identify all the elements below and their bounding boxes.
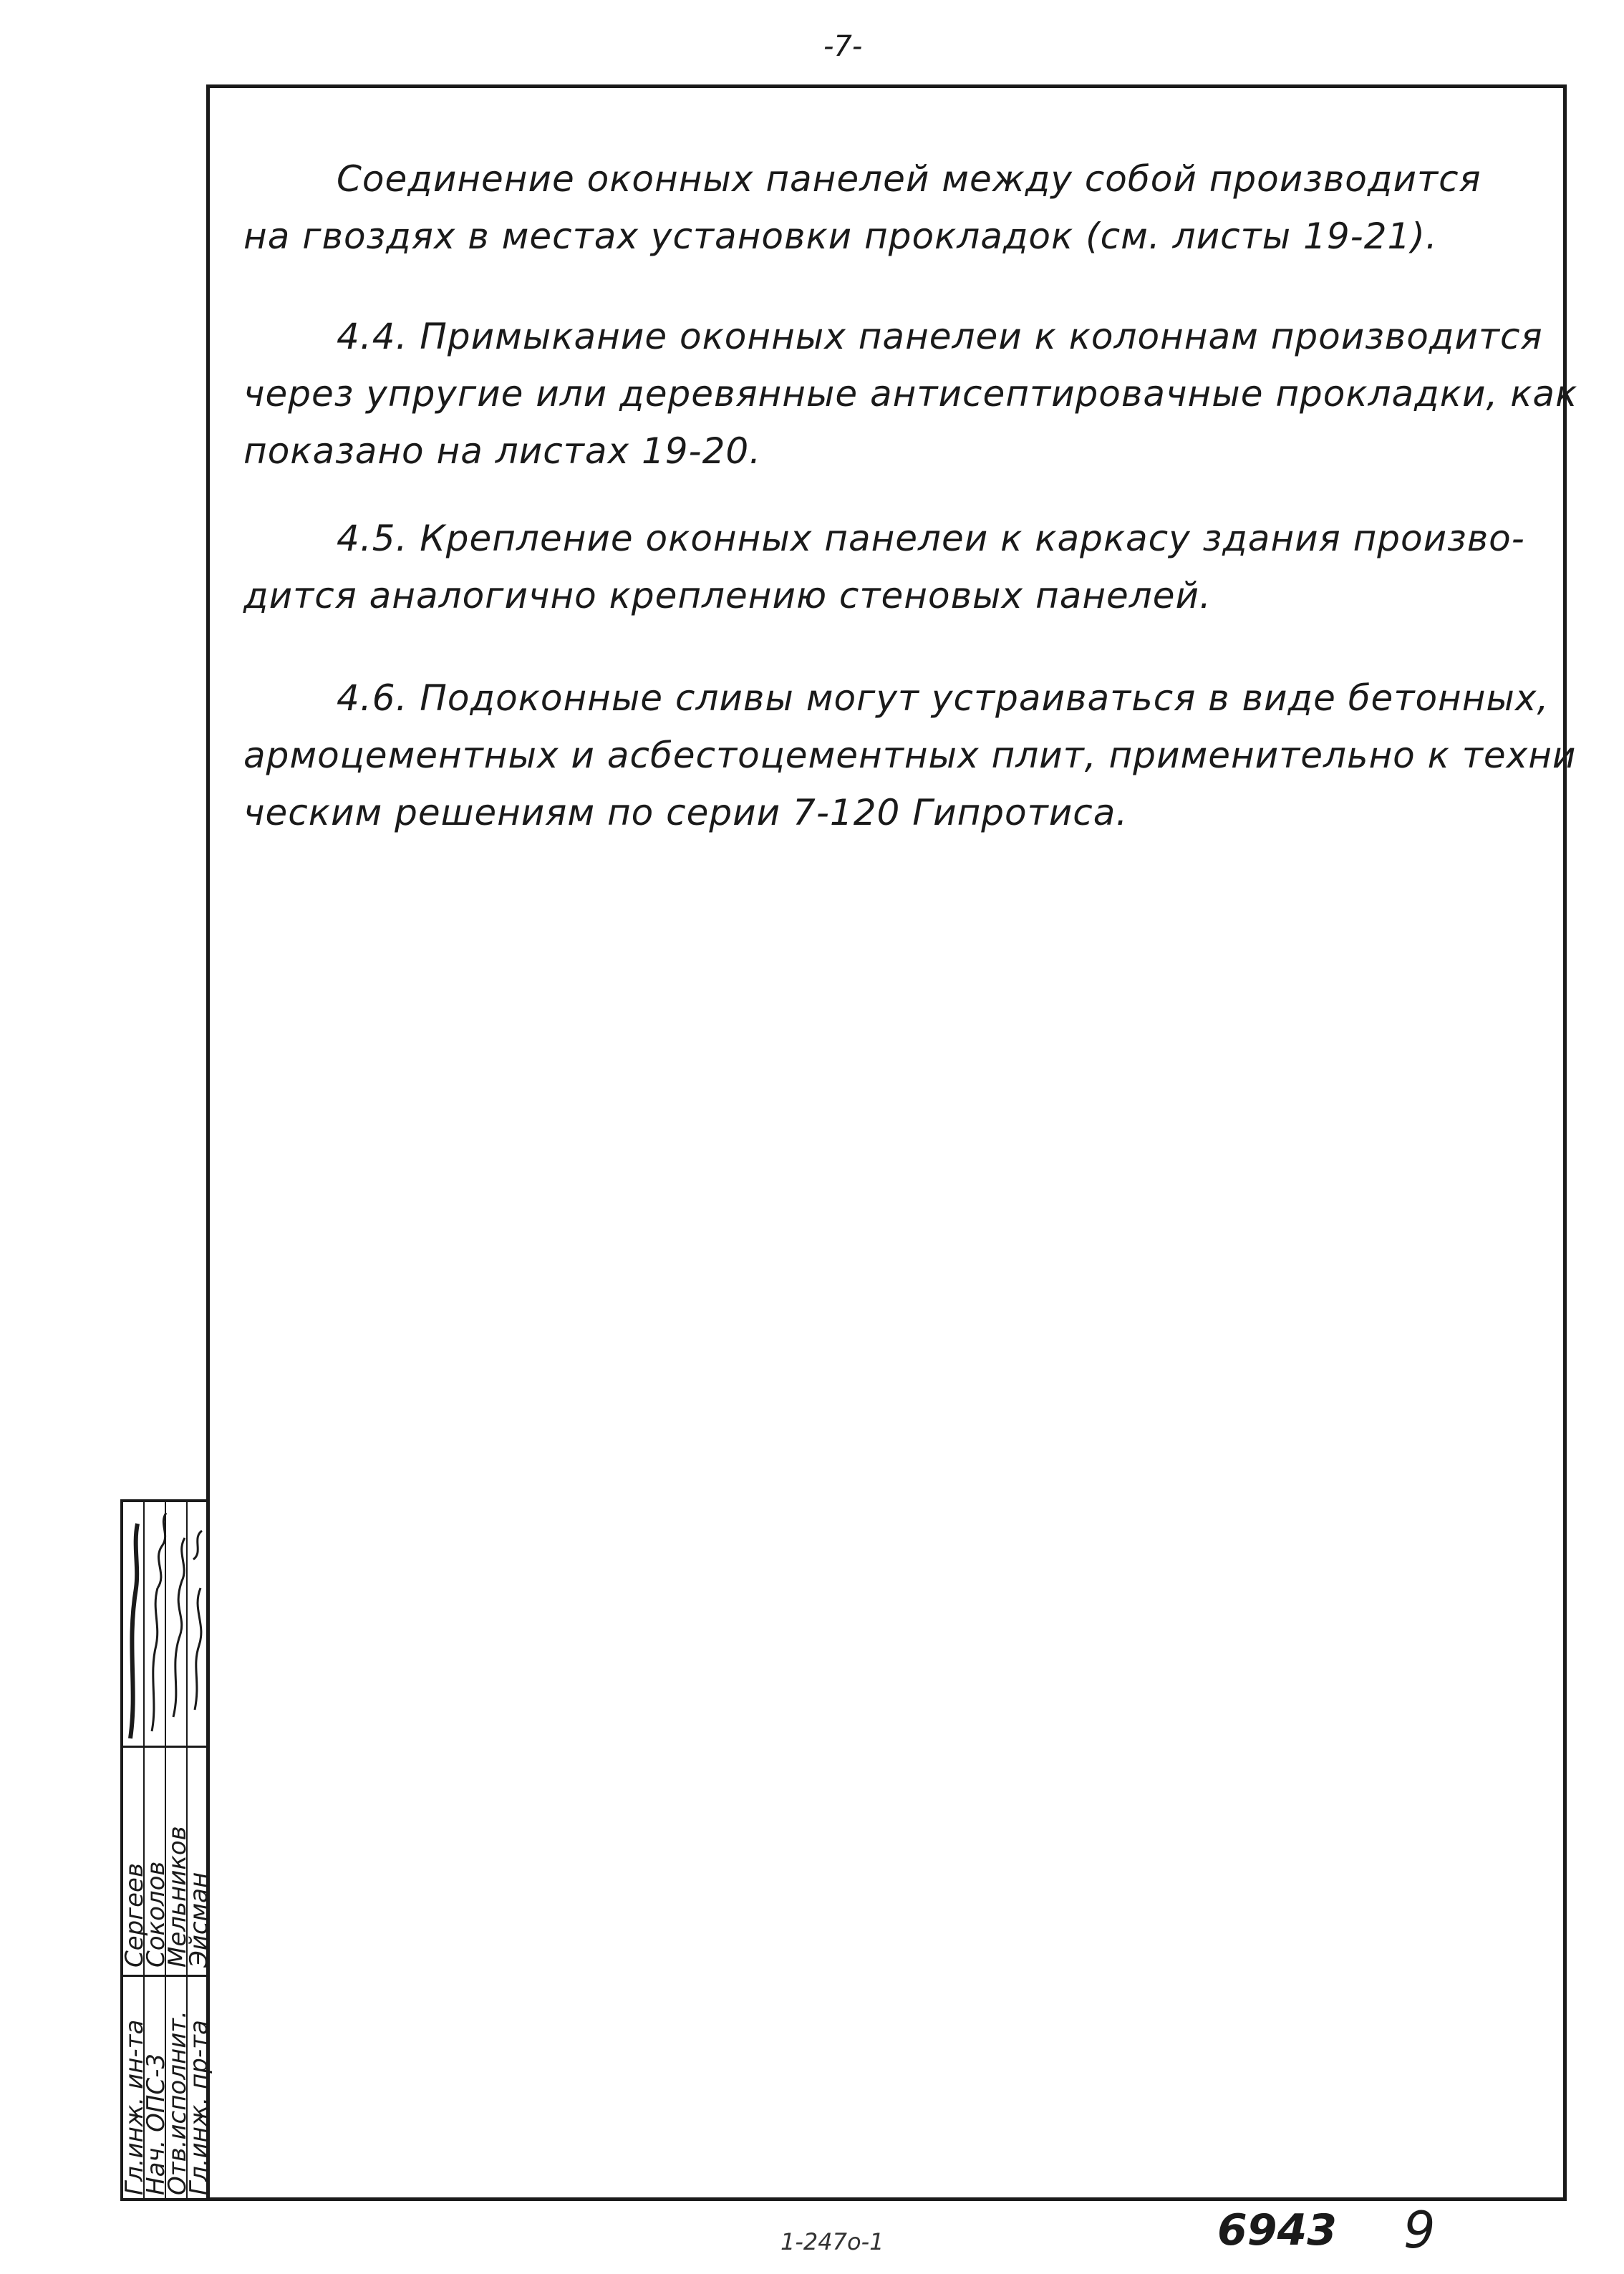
sheet-number: 9 <box>1403 2201 1436 2260</box>
paragraph-line: через упругие или деревянные антисептировачные прокладки, как <box>243 373 1578 415</box>
paragraph-1 <box>243 150 1518 265</box>
stamp-name: Эйсман <box>185 1872 213 1968</box>
page-number: -7- <box>823 30 863 63</box>
stamp-name: Мельников <box>163 1826 192 1968</box>
stamp-position: Гл.инж. ин-та <box>120 2019 149 2195</box>
paragraph-4-5 <box>243 510 1525 624</box>
stamp-divider <box>123 1746 207 1748</box>
paragraph-line: показано на листах 19-20. <box>243 430 762 472</box>
document-code: 1-247о-1 <box>780 2228 884 2255</box>
paragraph-4-4 <box>243 308 1578 480</box>
stamp-position: Отв.исполнит. <box>163 2011 192 2195</box>
paragraph-line: армоцементных и асбестоцементных плит, применительно к техни <box>243 735 1577 776</box>
paragraph-line: ческим решениям по серии 7-120 Гипротиса. <box>243 792 1128 833</box>
stamp-divider <box>123 1975 207 1977</box>
paragraph-line: 4.5. Крепление оконных панелеи к каркасу здания произво- <box>337 518 1525 559</box>
paragraph-line: на гвоздях в местах установки прокладок (см. листы 19-21). <box>243 216 1438 257</box>
paragraph-line: 4.4. Примыкание оконных панелеи к колоннам производится <box>337 316 1543 357</box>
paragraph-4-6 <box>243 669 1577 841</box>
paragraph-line: дится аналогично креплению стеновых панелей. <box>243 575 1212 616</box>
stamp-position: Гл.инж. пр-та <box>185 2020 213 2195</box>
paragraph-line: 4.6. Подоконные сливы могут устраиваться в виде бетонных, <box>337 677 1550 719</box>
signatures-image <box>123 1502 213 1746</box>
stamp-position: Нач. ОПС-3 <box>142 2053 170 2195</box>
stamp-name: Соколов <box>142 1861 170 1968</box>
paragraph-line: Соединение оконных панелей между собой производится <box>337 158 1482 200</box>
stamp-name: Сергеев <box>120 1863 149 1968</box>
title-block-stamp <box>120 1499 213 2201</box>
document-number: 6943 <box>1217 2205 1337 2255</box>
